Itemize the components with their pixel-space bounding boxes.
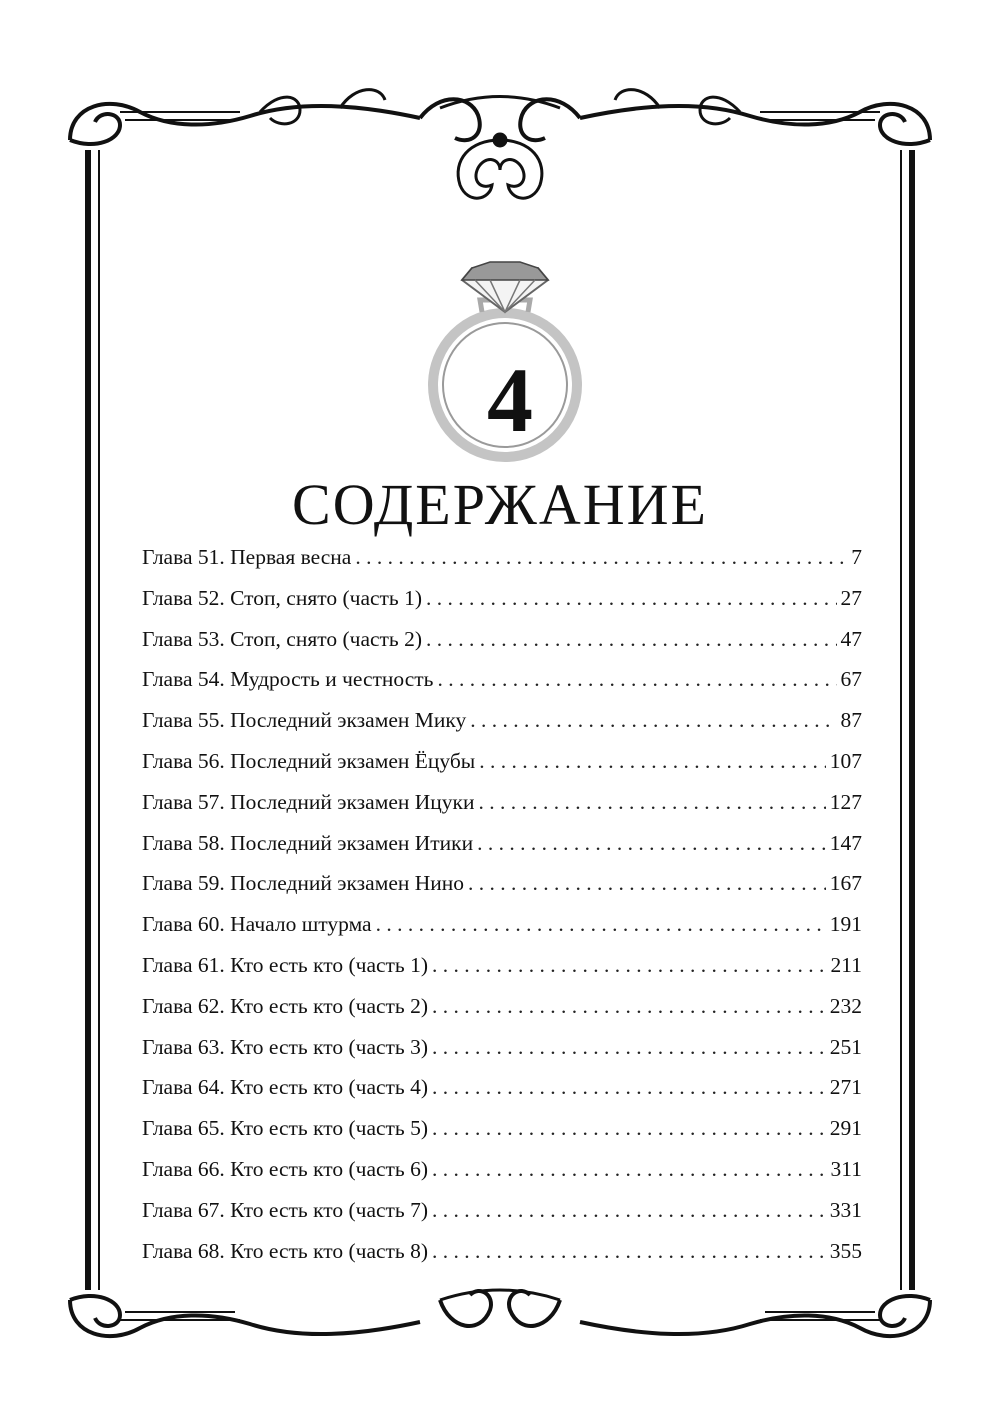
toc-entry-label: Глава 67. Кто есть кто (часть 7) (142, 1197, 429, 1222)
toc-entry-label: Глава 55. Последний экзамен Мику (142, 708, 467, 733)
toc-entry-label: Глава 68. Кто есть кто (часть 8) (142, 1238, 429, 1263)
toc-entry (142, 741, 862, 782)
toc-entry (142, 1067, 862, 1108)
toc-entry (142, 1108, 862, 1149)
toc-entry-page: 291 (829, 1116, 862, 1141)
toc-entry-label: Глава 60. Начало штурма (142, 912, 372, 937)
toc-entry-page: 147 (829, 830, 862, 855)
toc-leader-dots (437, 659, 836, 700)
toc-entry-page: 211 (830, 952, 862, 977)
toc-entry-page: 251 (829, 1034, 862, 1059)
toc-entry-page: 87 (840, 708, 862, 733)
toc-leader-dots (468, 863, 826, 904)
toc-entry (142, 1190, 862, 1231)
toc-leader-dots (426, 578, 836, 619)
toc-entry (142, 782, 862, 823)
toc-entry-label: Глава 62. Кто есть кто (часть 2) (142, 993, 429, 1018)
toc-leader-dots (355, 537, 847, 578)
bottom-scroll-ornament (70, 1290, 930, 1336)
toc-entry-label: Глава 58. Последний экзамен Итики (142, 830, 474, 855)
toc-entry-label: Глава 65. Кто есть кто (часть 5) (142, 1116, 429, 1141)
toc-entry-page: 355 (829, 1238, 862, 1263)
toc-entry-label: Глава 64. Кто есть кто (часть 4) (142, 1075, 429, 1100)
toc-leader-dots (477, 823, 826, 864)
toc-entry-page: 127 (829, 789, 862, 814)
fleur-ornament-icon (458, 134, 542, 198)
page-title: СОДЕРЖАНИЕ (292, 472, 708, 537)
toc-entry (142, 823, 862, 864)
toc-entry (142, 1149, 862, 1190)
toc-entry-page: 7 (851, 545, 862, 569)
toc-entry-page: 331 (829, 1197, 862, 1222)
toc-entry-page: 27 (840, 585, 862, 610)
toc-leader-dots (432, 986, 826, 1027)
volume-number: 4 (487, 349, 533, 451)
toc-entry (142, 1231, 862, 1272)
toc-entry-page: 191 (829, 912, 862, 937)
toc-entry-label: Глава 51. Первая весна (142, 545, 352, 569)
toc-entry (142, 537, 862, 578)
toc-entry (142, 986, 862, 1027)
toc-leader-dots (432, 1231, 826, 1272)
toc-entry-label: Глава 59. Последний экзамен Нино (142, 871, 465, 896)
toc-entry (142, 1027, 862, 1068)
toc-leader-dots (479, 741, 826, 782)
toc-leader-dots (432, 1108, 826, 1149)
toc-entry-page: 167 (829, 871, 862, 896)
toc-leader-dots (470, 700, 836, 741)
toc-leader-dots (376, 904, 826, 945)
toc-entry-label: Глава 56. Последний экзамен Ёцубы (142, 748, 476, 773)
toc-entry-page: 311 (830, 1156, 862, 1181)
toc-leader-dots (432, 945, 827, 986)
toc-leader-dots (426, 619, 836, 660)
toc-leader-dots (432, 1067, 826, 1108)
toc-entry-page: 107 (829, 748, 862, 773)
toc-entry (142, 904, 862, 945)
toc-entry-page: 67 (840, 667, 862, 692)
toc-entry-label: Глава 52. Стоп, снято (часть 1) (142, 585, 423, 610)
toc-list (142, 537, 862, 1271)
toc-entry-label: Глава 54. Мудрость и честность (142, 667, 434, 692)
toc-entry (142, 863, 862, 904)
toc-entry-page: 47 (840, 626, 862, 651)
toc-entry-label: Глава 61. Кто есть кто (часть 1) (142, 952, 429, 977)
toc-entry-page: 271 (829, 1075, 862, 1100)
toc-leader-dots (432, 1027, 826, 1068)
toc-entry-page: 232 (829, 993, 862, 1018)
toc-entry (142, 700, 862, 741)
toc-leader-dots (432, 1149, 827, 1190)
toc-entry (142, 945, 862, 986)
toc-entry (142, 578, 862, 619)
toc-entry-label: Глава 57. Последний экзамен Ицуки (142, 789, 475, 814)
toc-entry-label: Глава 53. Стоп, снято (часть 2) (142, 626, 423, 651)
toc-entry-label: Глава 63. Кто есть кто (часть 3) (142, 1034, 429, 1059)
toc-entry-label: Глава 66. Кто есть кто (часть 6) (142, 1156, 429, 1181)
toc-entry (142, 659, 862, 700)
toc-leader-dots (478, 782, 825, 823)
toc-entry (142, 619, 862, 660)
toc-leader-dots (432, 1190, 826, 1231)
